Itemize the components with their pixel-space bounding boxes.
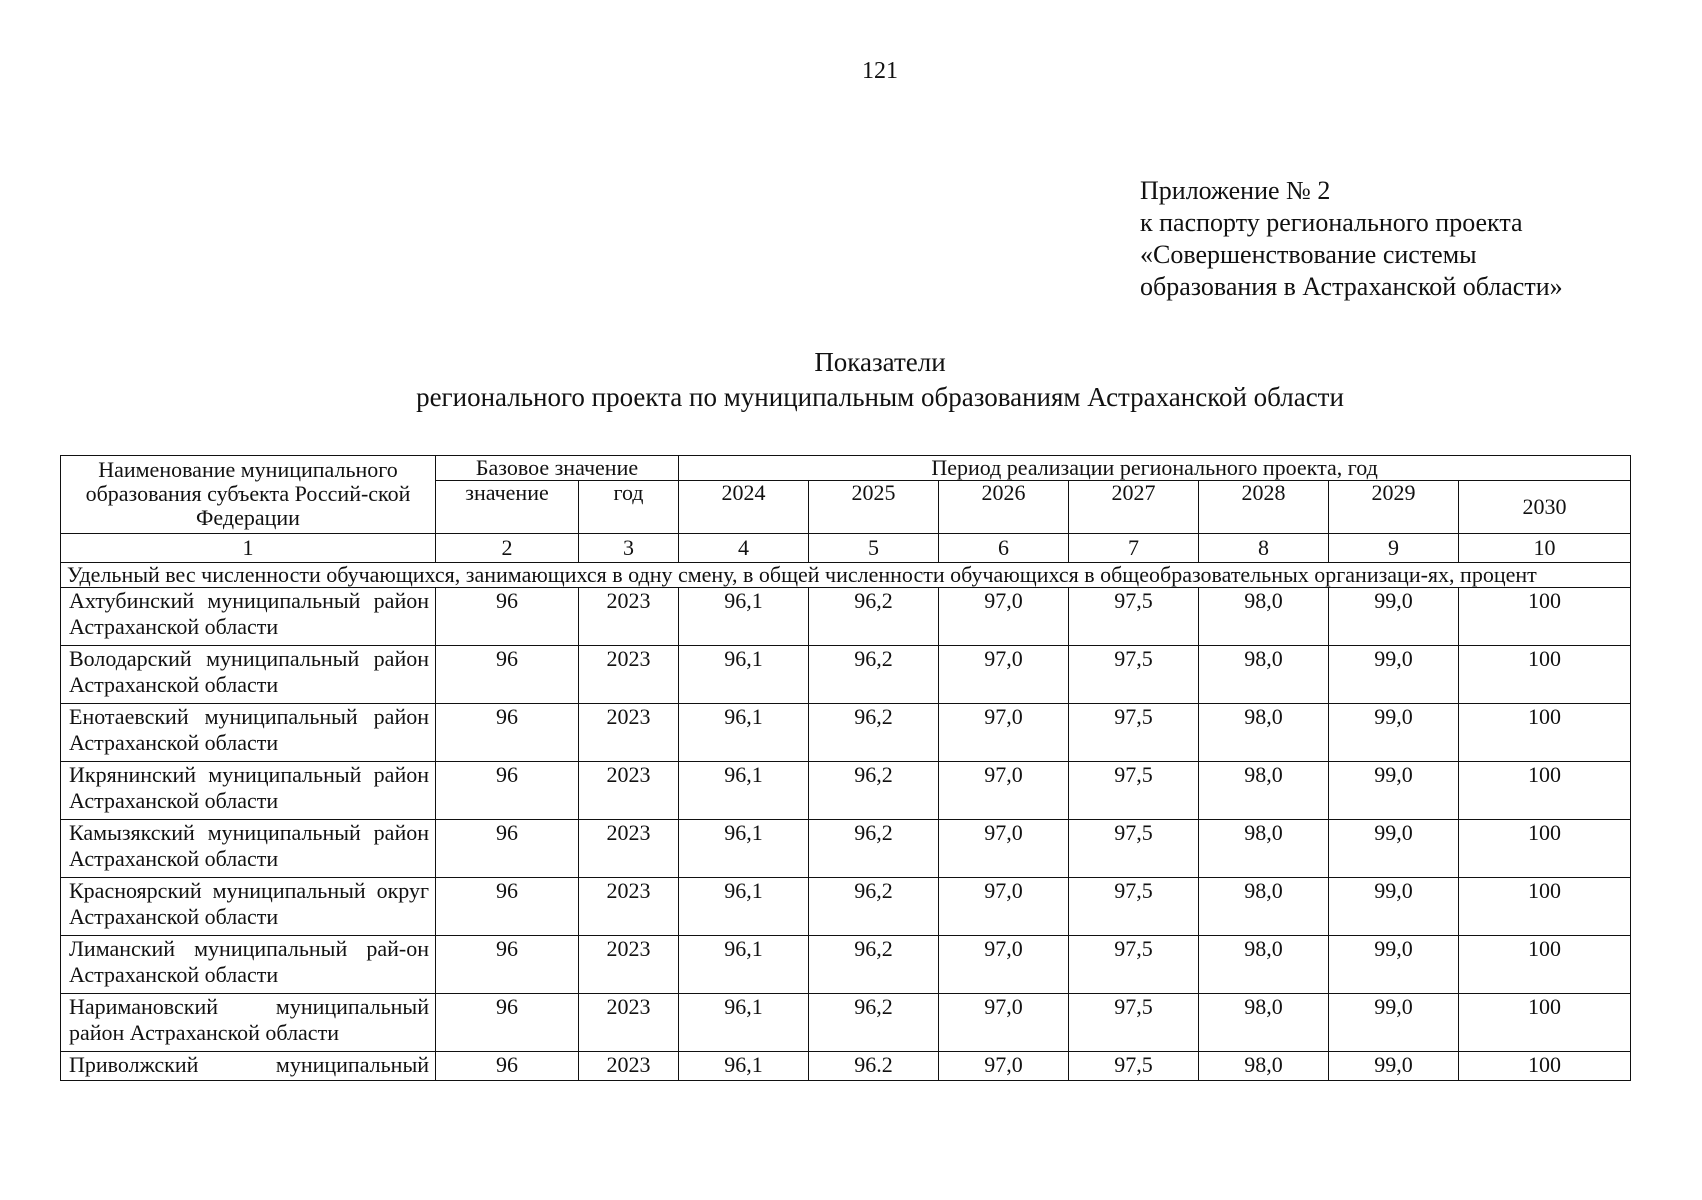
municipality-name: Икрянинский муниципальный район Астраханской области <box>61 762 436 820</box>
appendix-line-4: образования в Астраханской области» <box>1140 272 1563 301</box>
table-cell: 99,0 <box>1329 588 1459 646</box>
table-cell: 99,0 <box>1329 820 1459 878</box>
municipality-name: Ахтубинский муниципальный район Астраханской области <box>61 588 436 646</box>
section-title: Удельный вес численности обучающихся, занимающихся в одну смену, в общей численности обучающихся в общеобразовательных организаци-ях, процент <box>61 563 1631 588</box>
table-cell: 2023 <box>579 646 679 704</box>
header-year: 2026 <box>939 481 1069 534</box>
table-row <box>61 1052 1631 1081</box>
table-cell: 97,0 <box>939 994 1069 1052</box>
table-cell: 98,0 <box>1199 878 1329 936</box>
municipality-name: Володарский муниципальный район Астраханской области <box>61 646 436 704</box>
table-cell: 97,0 <box>939 704 1069 762</box>
table-cell: 96 <box>436 994 579 1052</box>
header-name: Наименование муниципального образования субъекта Россий-ской Федерации <box>61 456 436 534</box>
table-cell: 96,2 <box>809 820 939 878</box>
header-year: 2028 <box>1199 481 1329 534</box>
table-row <box>61 994 1631 1052</box>
header-base-group: Базовое значение <box>436 456 679 481</box>
table-cell: 100 <box>1459 820 1631 878</box>
table-cell: 99,0 <box>1329 936 1459 994</box>
header-year: 2024 <box>679 481 809 534</box>
table-cell: 97,5 <box>1069 762 1199 820</box>
table-cell: 96,2 <box>809 762 939 820</box>
table-cell: 97,5 <box>1069 646 1199 704</box>
column-number: 2 <box>436 534 579 563</box>
table-cell: 97,5 <box>1069 820 1199 878</box>
table-cell: 99,0 <box>1329 1052 1459 1081</box>
table-cell: 97,0 <box>939 878 1069 936</box>
table-cell: 96,2 <box>809 704 939 762</box>
table-cell: 100 <box>1459 588 1631 646</box>
table-cell: 2023 <box>579 762 679 820</box>
table-cell: 96,2 <box>809 588 939 646</box>
table-cell: 96 <box>436 588 579 646</box>
header-base-value: значение <box>436 481 579 534</box>
table-cell: 100 <box>1459 1052 1631 1081</box>
table-cell: 100 <box>1459 936 1631 994</box>
table-cell: 97,0 <box>939 762 1069 820</box>
document-title <box>0 345 1702 415</box>
table-cell: 96.2 <box>809 1052 939 1081</box>
header-base-year: год <box>579 481 679 534</box>
table-cell: 97,0 <box>939 820 1069 878</box>
table-cell: 98,0 <box>1199 762 1329 820</box>
column-number: 8 <box>1199 534 1329 563</box>
table-cell: 97,5 <box>1069 1052 1199 1081</box>
table-cell: 100 <box>1459 994 1631 1052</box>
table-cell: 97,5 <box>1069 878 1199 936</box>
table-cell: 96 <box>436 762 579 820</box>
table-cell: 98,0 <box>1199 820 1329 878</box>
appendix-line-3: «Совершенствование системы <box>1140 240 1477 269</box>
appendix-line-1: Приложение № 2 <box>1140 176 1331 205</box>
header-period-group: Период реализации регионального проекта, год <box>679 456 1631 481</box>
table-cell: 98,0 <box>1199 588 1329 646</box>
table-cell: 96,1 <box>679 1052 809 1081</box>
page-number: 121 <box>862 58 898 84</box>
table-cell: 96,2 <box>809 994 939 1052</box>
table-cell: 96,1 <box>679 936 809 994</box>
table-cell: 2023 <box>579 588 679 646</box>
indicators-table <box>60 455 1631 1081</box>
table-cell: 96,2 <box>809 936 939 994</box>
column-number: 6 <box>939 534 1069 563</box>
header-year: 2027 <box>1069 481 1199 534</box>
table-row <box>61 820 1631 878</box>
table-cell: 99,0 <box>1329 704 1459 762</box>
table-row <box>61 878 1631 936</box>
municipality-name: Красноярский муниципальный округ Астраханской области <box>61 878 436 936</box>
column-number: 3 <box>579 534 679 563</box>
section-row <box>61 563 1631 588</box>
table-cell: 97,5 <box>1069 936 1199 994</box>
table-cell: 96 <box>436 936 579 994</box>
municipality-name: Камызякский муниципальный район Астраханской области <box>61 820 436 878</box>
table-cell: 97,0 <box>939 936 1069 994</box>
table-cell: 99,0 <box>1329 994 1459 1052</box>
table-cell: 2023 <box>579 1052 679 1081</box>
column-number: 9 <box>1329 534 1459 563</box>
table-cell: 97,5 <box>1069 704 1199 762</box>
table-cell: 97,0 <box>939 646 1069 704</box>
header-year: 2025 <box>809 481 939 534</box>
municipality-name: Приволжский муниципальный <box>61 1052 436 1081</box>
table-cell: 98,0 <box>1199 994 1329 1052</box>
column-number: 5 <box>809 534 939 563</box>
column-number: 4 <box>679 534 809 563</box>
title-line-1: Показатели <box>814 347 946 377</box>
table-cell: 98,0 <box>1199 646 1329 704</box>
table-cell: 99,0 <box>1329 878 1459 936</box>
title-line-2: регионального проекта по муниципальным образованиям Астраханской области <box>416 382 1344 412</box>
table-cell: 96,1 <box>679 588 809 646</box>
table-cell: 99,0 <box>1329 646 1459 704</box>
table-cell: 100 <box>1459 704 1631 762</box>
table-cell: 2023 <box>579 704 679 762</box>
table-cell: 96,1 <box>679 994 809 1052</box>
header-year: 2029 <box>1329 481 1459 534</box>
table-cell: 96 <box>436 704 579 762</box>
table-cell: 96 <box>436 1052 579 1081</box>
table-cell: 100 <box>1459 878 1631 936</box>
header-row-1 <box>61 456 1631 481</box>
table-cell: 96,1 <box>679 820 809 878</box>
table-cell: 97,0 <box>939 1052 1069 1081</box>
table-cell: 98,0 <box>1199 1052 1329 1081</box>
table-cell: 96,1 <box>679 878 809 936</box>
table-row <box>61 704 1631 762</box>
municipality-name: Наримановский муниципальный район Астраханской области <box>61 994 436 1052</box>
table-cell: 2023 <box>579 878 679 936</box>
table-cell: 96,2 <box>809 878 939 936</box>
table-cell: 2023 <box>579 994 679 1052</box>
appendix-note <box>1140 175 1563 303</box>
column-number: 10 <box>1459 534 1631 563</box>
table-cell: 97,5 <box>1069 588 1199 646</box>
column-numbers-row <box>61 534 1631 563</box>
table-cell: 97,5 <box>1069 994 1199 1052</box>
table-cell: 2023 <box>579 936 679 994</box>
table-cell: 96 <box>436 820 579 878</box>
table-cell: 97,0 <box>939 588 1069 646</box>
appendix-line-2: к паспорту регионального проекта <box>1140 208 1523 237</box>
table-row <box>61 936 1631 994</box>
table-cell: 96,1 <box>679 762 809 820</box>
table-cell: 100 <box>1459 762 1631 820</box>
table-cell: 100 <box>1459 646 1631 704</box>
table-row <box>61 588 1631 646</box>
table-cell: 96 <box>436 646 579 704</box>
table-cell: 96,1 <box>679 646 809 704</box>
column-number: 7 <box>1069 534 1199 563</box>
header-year: 2030 <box>1459 481 1631 534</box>
municipality-name: Енотаевский муниципальный район Астраханской области <box>61 704 436 762</box>
table-row <box>61 762 1631 820</box>
table-row <box>61 646 1631 704</box>
municipality-name: Лиманский муниципальный рай-он Астраханской области <box>61 936 436 994</box>
table-cell: 96,2 <box>809 646 939 704</box>
table-cell: 2023 <box>579 820 679 878</box>
table-cell: 99,0 <box>1329 762 1459 820</box>
table-cell: 98,0 <box>1199 936 1329 994</box>
column-number: 1 <box>61 534 436 563</box>
data-rows <box>61 588 1631 1081</box>
table-cell: 96 <box>436 878 579 936</box>
table-cell: 96,1 <box>679 704 809 762</box>
table-cell: 98,0 <box>1199 704 1329 762</box>
